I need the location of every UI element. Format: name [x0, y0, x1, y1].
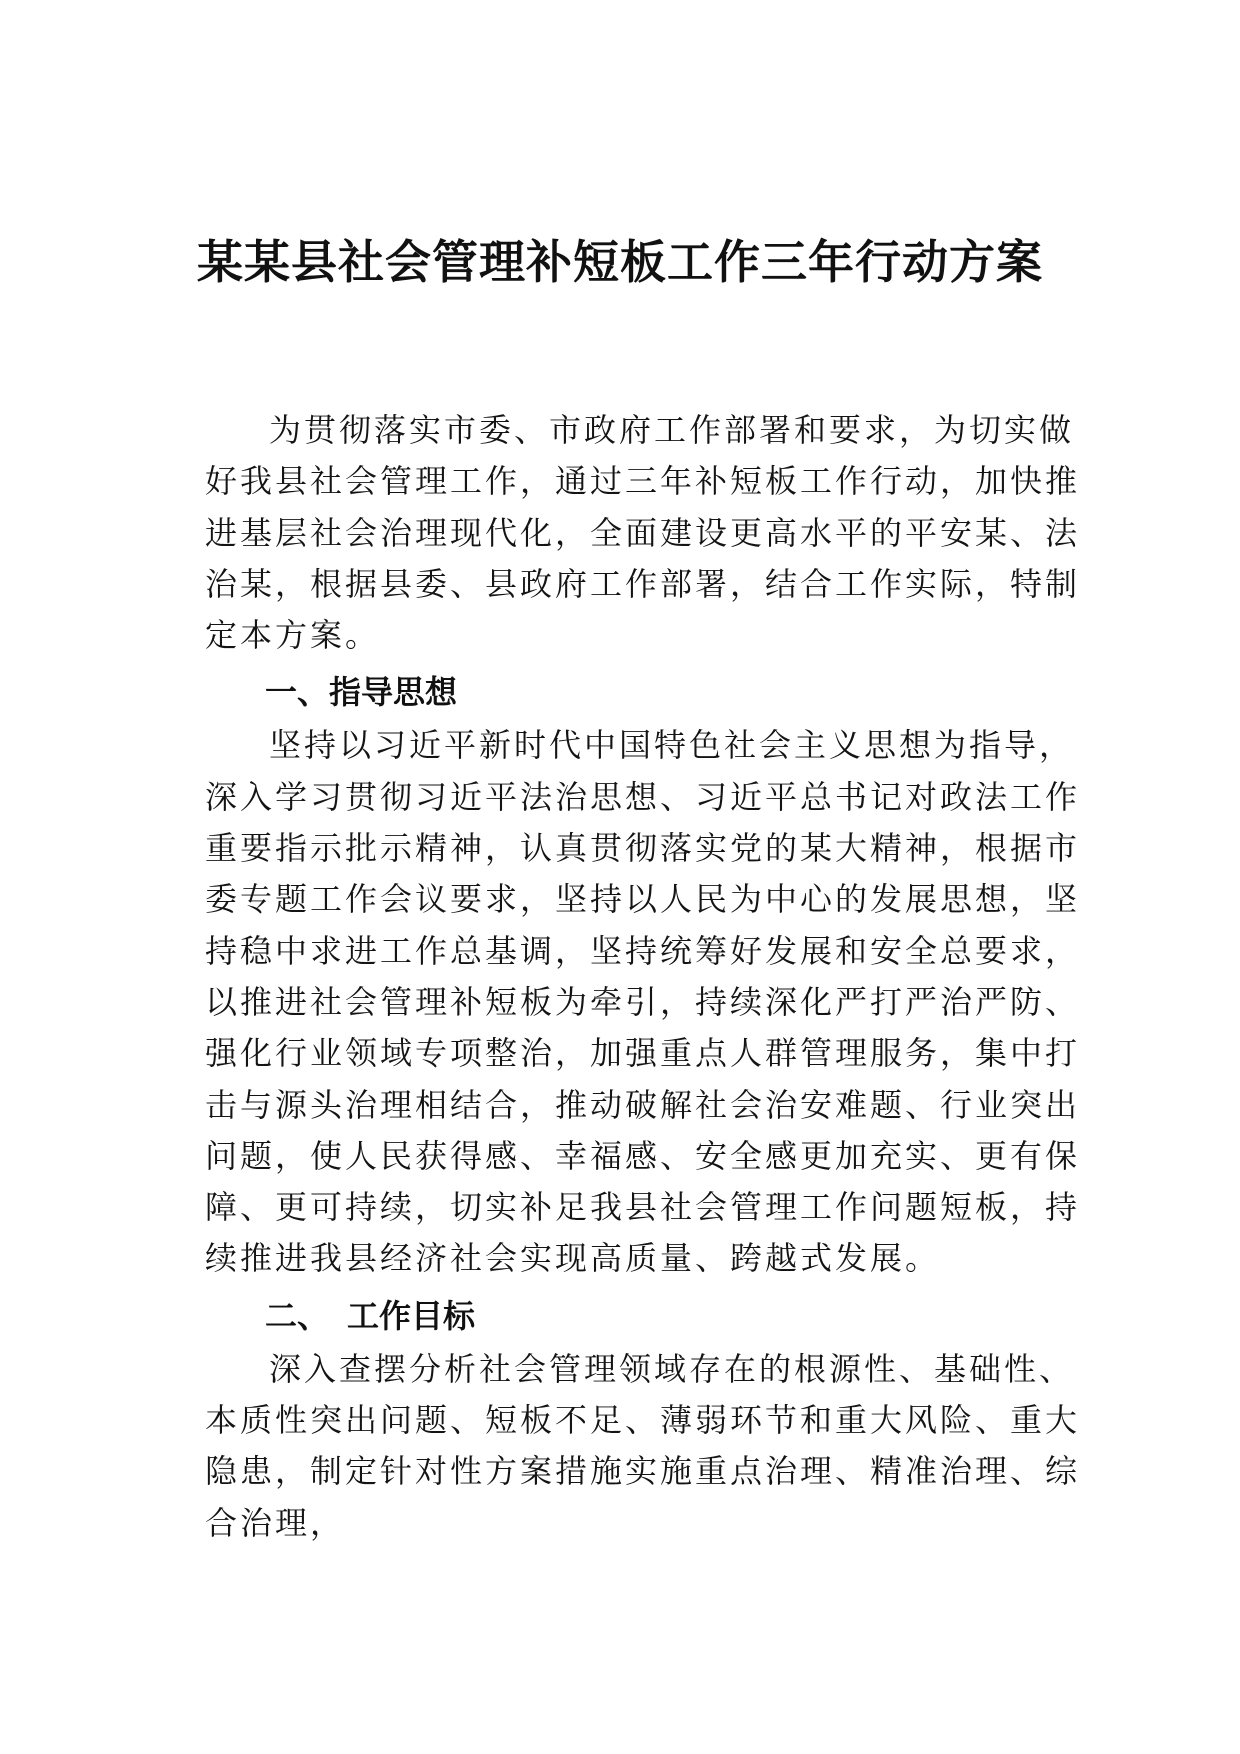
- intro-paragraph: 为贯彻落实市委、市政府工作部署和要求，为切实做好我县社会管理工作，通过三年补短板工作行动，加快推进基层社会治理现代化，全面建设更高水平的平安某、法治某，根据县委、县政府工作部署，结合工作实际，特制定本方案。: [205, 411, 1081, 655]
- document-body: [205, 405, 1080, 1549]
- section-heading-text: 工作目标: [347, 1296, 476, 1335]
- guiding-thought-paragraph: 坚持以习近平新时代中国特色社会主义思想为指导，深入学习贯彻习近平法治思想、习近平总书记对政法工作重要指示批示精神，认真贯彻落实党的某大精神，根据市委专题工作会议要求，坚持以人民为中心的发展思想，坚持稳中求进工作总基调，坚持统筹好发展和安全总要求，以推进社会管理补短板为牵引，持续深化严打严治严防、强化行业领域专项整治，加强重点人群管理服务，集中打击与源头治理相结合，推动破解社会治安难题、行业突出问题，使人民获得感、幸福感、安全感更加充实、更有保障、更可持续，切实补足我县社会管理工作问题短板，持续推进我县经济社会实现高质量、跨越式发展。: [205, 726, 1081, 1278]
- section-heading-guiding-thought: 一、指导思想: [265, 673, 458, 712]
- document-title: 某某县社会管理补短板工作三年行动方案: [197, 235, 1043, 289]
- section-number: 二、: [265, 1296, 330, 1335]
- work-goals-paragraph: 深入查摆分析社会管理领域存在的根源性、基础性、本质性突出问题、短板不足、薄弱环节和重大风险、重大隐患，制定针对性方案措施实施重点治理、精准治理、综合治理，: [205, 1349, 1081, 1542]
- section-heading-work-goals: [205, 1291, 1080, 1342]
